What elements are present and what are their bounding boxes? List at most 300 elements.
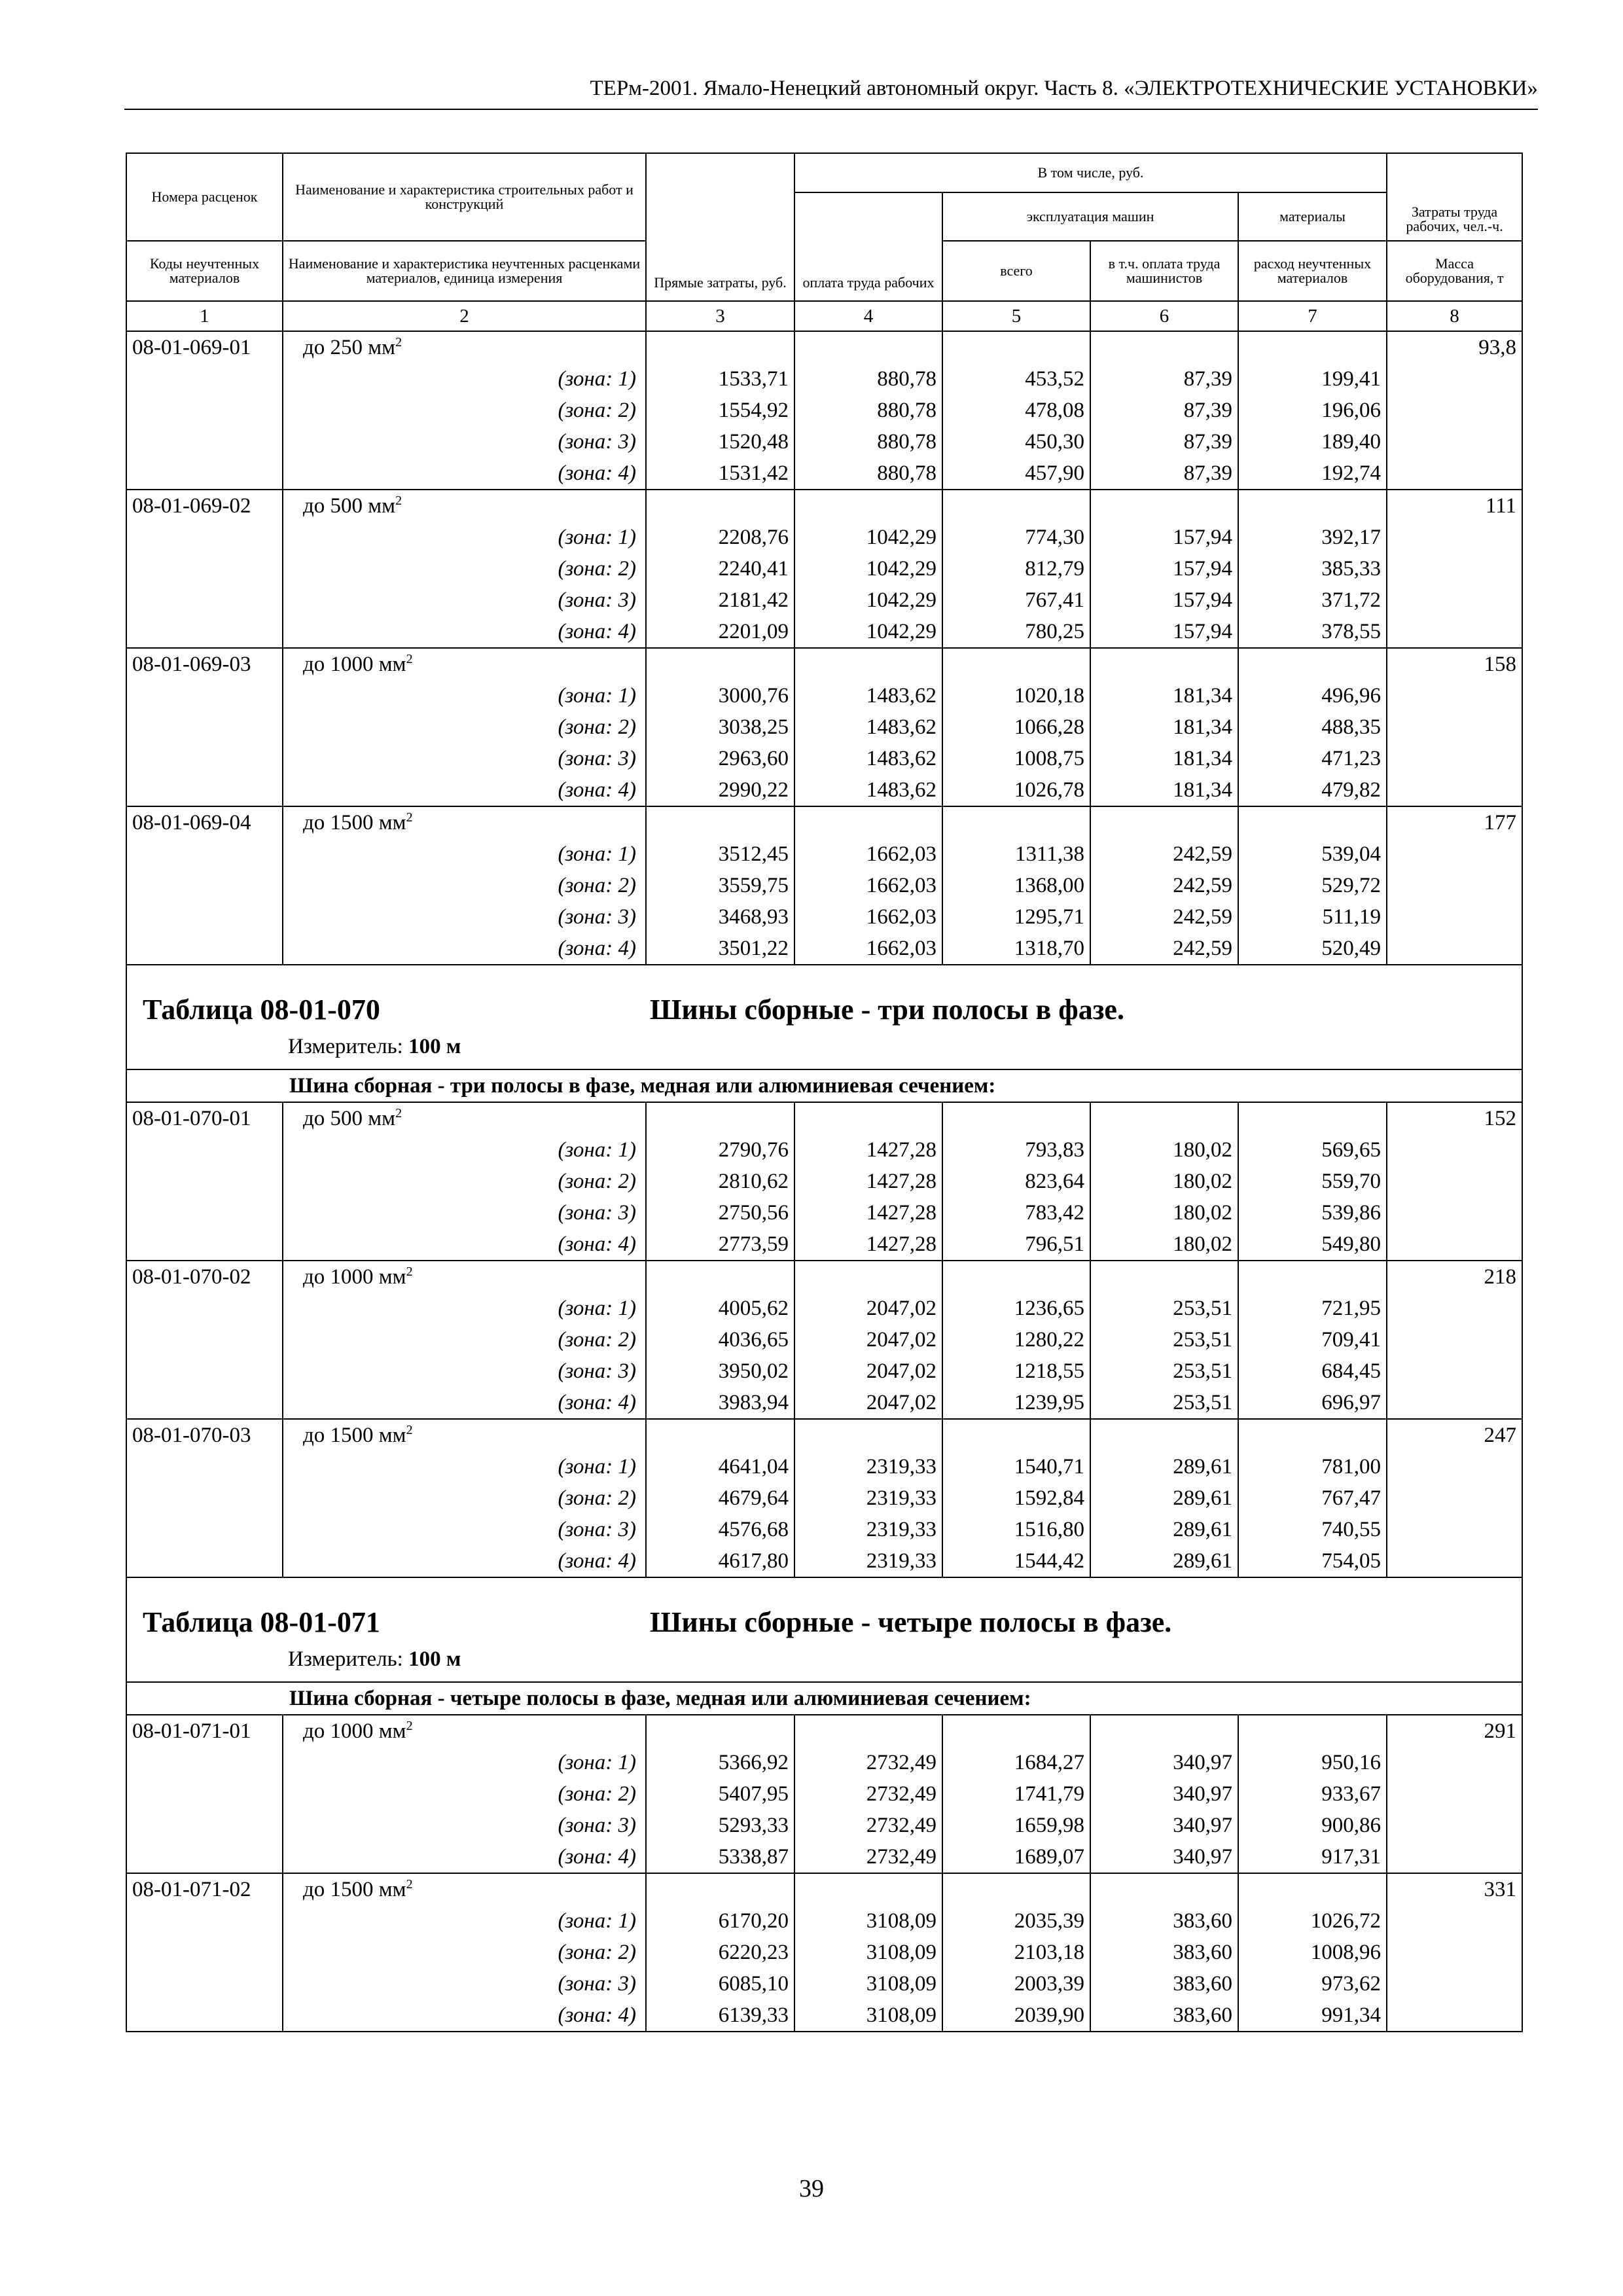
column-number: 8: [1387, 301, 1522, 331]
direct-cost: 5366,92: [646, 1747, 794, 1778]
machinist-wages: 253,51: [1090, 1324, 1238, 1355]
worker-wages: 1483,62: [794, 743, 942, 774]
empty-cell: [942, 1419, 1090, 1451]
header-col1-bottom: Коды неучтенных материалов: [126, 241, 283, 301]
page-number: 39: [799, 2175, 824, 2202]
empty-cell: [1090, 490, 1238, 522]
section-subheading: Шина сборная - три полосы в фазе, медная или алюминиевая сечением:: [126, 1069, 1522, 1102]
rate-name: [283, 1715, 646, 1747]
empty-cell: [126, 1810, 283, 1841]
materials-cost: 933,67: [1238, 1778, 1387, 1810]
column-number: 7: [1238, 301, 1387, 331]
rate-code: 08-01-070-03: [126, 1419, 283, 1451]
worker-wages: 3108,09: [794, 1905, 942, 1937]
empty-cell: [1387, 1355, 1522, 1387]
zone-row: [126, 2000, 1522, 2032]
materials-cost: 900,86: [1238, 1810, 1387, 1841]
empty-cell: [1387, 1514, 1522, 1545]
zone-label: (зона: 1): [283, 680, 646, 711]
worker-wages: 2319,33: [794, 1514, 942, 1545]
worker-wages: 1662,03: [794, 838, 942, 870]
machinist-wages: 383,60: [1090, 1968, 1238, 2000]
machines-total: 1026,78: [942, 774, 1090, 806]
materials-cost: 199,41: [1238, 363, 1387, 395]
labor-cost: 158: [1387, 648, 1522, 680]
zone-label: (зона: 3): [283, 1355, 646, 1387]
direct-cost: 2750,56: [646, 1197, 794, 1229]
worker-wages: 3108,09: [794, 1968, 942, 2000]
empty-cell: [942, 1873, 1090, 1905]
materials-cost: 991,34: [1238, 2000, 1387, 2032]
zone-label: (зона: 3): [283, 1810, 646, 1841]
unit-exponent: 2: [406, 1265, 413, 1279]
empty-cell: [1238, 1419, 1387, 1451]
rate-code: 08-01-071-02: [126, 1873, 283, 1905]
zone-label: (зона: 4): [283, 774, 646, 806]
empty-cell: [126, 1937, 283, 1968]
rate-name-text: до 1500 мм: [303, 1424, 406, 1447]
materials-cost: 496,96: [1238, 680, 1387, 711]
empty-cell: [126, 1968, 283, 2000]
rate-name: [283, 490, 646, 522]
machines-total: 1684,27: [942, 1747, 1090, 1778]
empty-cell: [126, 901, 283, 933]
machines-total: 2035,39: [942, 1905, 1090, 1937]
rate-row: [126, 1715, 1522, 1747]
machinist-wages: 253,51: [1090, 1355, 1238, 1387]
header-col8-top: Затраты труда рабочих, чел.-ч.: [1387, 153, 1522, 241]
zone-label: (зона: 1): [283, 1747, 646, 1778]
header-materials: материалы: [1238, 192, 1387, 241]
zone-label: (зона: 2): [283, 1166, 646, 1197]
empty-cell: [126, 1134, 283, 1166]
worker-wages: 1042,29: [794, 553, 942, 584]
worker-wages: 880,78: [794, 457, 942, 490]
empty-cell: [1387, 901, 1522, 933]
machines-total: 780,25: [942, 616, 1090, 648]
empty-cell: [646, 1715, 794, 1747]
zone-row: [126, 1937, 1522, 1968]
materials-cost: 950,16: [1238, 1747, 1387, 1778]
worker-wages: 1662,03: [794, 933, 942, 965]
empty-cell: [1090, 1715, 1238, 1747]
machinist-wages: 181,34: [1090, 774, 1238, 806]
empty-cell: [942, 331, 1090, 363]
machines-total: 1689,07: [942, 1841, 1090, 1873]
empty-cell: [646, 1873, 794, 1905]
worker-wages: 2319,33: [794, 1482, 942, 1514]
direct-cost: 4641,04: [646, 1451, 794, 1482]
header-col8-bottom: Масса оборудования, т: [1387, 241, 1522, 301]
empty-cell: [1387, 426, 1522, 457]
materials-cost: 559,70: [1238, 1166, 1387, 1197]
zone-row: [126, 616, 1522, 648]
header-col7: расход неучтенных материалов: [1238, 241, 1387, 301]
labor-cost: 93,8: [1387, 331, 1522, 363]
rate-name-text: до 500 мм: [303, 1107, 396, 1130]
rate-code: 08-01-070-01: [126, 1102, 283, 1134]
machines-total: 1236,65: [942, 1293, 1090, 1324]
worker-wages: 1662,03: [794, 901, 942, 933]
worker-wages: 1427,28: [794, 1166, 942, 1197]
empty-cell: [1387, 1937, 1522, 1968]
zone-label: (зона: 4): [283, 616, 646, 648]
direct-cost: 2773,59: [646, 1229, 794, 1261]
empty-cell: [794, 490, 942, 522]
machinist-wages: 180,02: [1090, 1229, 1238, 1261]
empty-cell: [1090, 806, 1238, 838]
empty-cell: [1387, 870, 1522, 901]
materials-cost: 973,62: [1238, 1968, 1387, 2000]
zone-row: [126, 1387, 1522, 1419]
machinist-wages: 181,34: [1090, 743, 1238, 774]
zone-row: [126, 1514, 1522, 1545]
worker-wages: 1483,62: [794, 711, 942, 743]
empty-cell: [1387, 584, 1522, 616]
direct-cost: 1533,71: [646, 363, 794, 395]
direct-cost: 2790,76: [646, 1134, 794, 1166]
empty-cell: [1387, 457, 1522, 490]
rate-name-text: до 500 мм: [303, 494, 396, 518]
empty-cell: [1387, 1747, 1522, 1778]
rate-name-text: до 1000 мм: [303, 653, 406, 676]
worker-wages: 3108,09: [794, 2000, 942, 2032]
zone-row: [126, 522, 1522, 553]
machinist-wages: 157,94: [1090, 616, 1238, 648]
zone-row: [126, 553, 1522, 584]
empty-cell: [1387, 1905, 1522, 1937]
worker-wages: 2047,02: [794, 1293, 942, 1324]
zone-row: [126, 1355, 1522, 1387]
machinist-wages: 157,94: [1090, 522, 1238, 553]
machines-total: 2039,90: [942, 2000, 1090, 2032]
unit-exponent: 2: [395, 1106, 402, 1121]
zone-row: [126, 395, 1522, 426]
empty-cell: [1387, 933, 1522, 965]
zone-label: (зона: 4): [283, 1229, 646, 1261]
unit-exponent: 2: [406, 810, 413, 825]
unit-exponent: 2: [406, 1719, 413, 1733]
empty-cell: [126, 363, 283, 395]
empty-cell: [942, 648, 1090, 680]
materials-cost: 684,45: [1238, 1355, 1387, 1387]
machinist-wages: 253,51: [1090, 1387, 1238, 1419]
direct-cost: 4005,62: [646, 1293, 794, 1324]
zone-row: [126, 901, 1522, 933]
worker-wages: 2319,33: [794, 1451, 942, 1482]
rate-row: [126, 1873, 1522, 1905]
zone-label: (зона: 3): [283, 743, 646, 774]
rate-code: 08-01-069-04: [126, 806, 283, 838]
empty-cell: [1387, 743, 1522, 774]
empty-cell: [126, 1293, 283, 1324]
worker-wages: 3108,09: [794, 1937, 942, 1968]
direct-cost: 1554,92: [646, 395, 794, 426]
worker-wages: 1042,29: [794, 522, 942, 553]
rate-row: [126, 648, 1522, 680]
empty-cell: [1238, 1715, 1387, 1747]
empty-cell: [794, 331, 942, 363]
header-col4: оплата труда рабочих: [794, 192, 942, 301]
empty-cell: [126, 457, 283, 490]
zone-label: (зона: 1): [283, 1451, 646, 1482]
empty-cell: [126, 1841, 283, 1873]
empty-cell: [1387, 363, 1522, 395]
column-number: 6: [1090, 301, 1238, 331]
machines-total: 1741,79: [942, 1778, 1090, 1810]
empty-cell: [794, 1873, 942, 1905]
machines-total: 1066,28: [942, 711, 1090, 743]
empty-cell: [1387, 1841, 1522, 1873]
page-header: ТЕРм-2001. Ямало-Ненецкий автономный округ. Часть 8. «ЭЛЕКТРОТЕХНИЧЕСКИЕ УСТАНОВКИ»: [124, 72, 1538, 110]
machines-total: 1020,18: [942, 680, 1090, 711]
zone-row: [126, 1482, 1522, 1514]
machinist-wages: 253,51: [1090, 1293, 1238, 1324]
zone-label: (зона: 3): [283, 1968, 646, 2000]
rate-name: [283, 1873, 646, 1905]
unit-exponent: 2: [406, 1877, 413, 1892]
machines-total: 1280,22: [942, 1324, 1090, 1355]
empty-cell: [1387, 680, 1522, 711]
zone-label: (зона: 1): [283, 522, 646, 553]
worker-wages: 1427,28: [794, 1197, 942, 1229]
machinist-wages: 180,02: [1090, 1197, 1238, 1229]
zone-label: (зона: 4): [283, 1545, 646, 1577]
empty-cell: [1238, 1102, 1387, 1134]
worker-wages: 2732,49: [794, 1810, 942, 1841]
machinist-wages: 181,34: [1090, 680, 1238, 711]
materials-cost: 917,31: [1238, 1841, 1387, 1873]
direct-cost: 2240,41: [646, 553, 794, 584]
empty-cell: [1387, 2000, 1522, 2032]
machines-total: 1516,80: [942, 1514, 1090, 1545]
empty-cell: [794, 648, 942, 680]
direct-cost: 2201,09: [646, 616, 794, 648]
empty-cell: [1238, 331, 1387, 363]
section-description: Шины сборные - четыре полосы в фазе.: [650, 1606, 1172, 1638]
rate-name-text: до 1500 мм: [303, 1878, 406, 1901]
rates-table: [126, 152, 1523, 2032]
empty-cell: [126, 933, 283, 965]
materials-cost: 781,00: [1238, 1451, 1387, 1482]
zone-row: [126, 933, 1522, 965]
meter-value: 100 м: [408, 1647, 461, 1671]
zone-label: (зона: 1): [283, 838, 646, 870]
empty-cell: [126, 743, 283, 774]
machines-total: 1368,00: [942, 870, 1090, 901]
direct-cost: 4576,68: [646, 1514, 794, 1545]
machinist-wages: 340,97: [1090, 1747, 1238, 1778]
worker-wages: 1662,03: [794, 870, 942, 901]
rate-name: [283, 1419, 646, 1451]
empty-cell: [126, 1482, 283, 1514]
machinist-wages: 340,97: [1090, 1810, 1238, 1841]
section-subheading: Шина сборная - четыре полосы в фазе, медная или алюминиевая сечением:: [126, 1682, 1522, 1715]
worker-wages: 1483,62: [794, 774, 942, 806]
column-number: 4: [794, 301, 942, 331]
unit-exponent: 2: [406, 652, 413, 666]
worker-wages: 880,78: [794, 363, 942, 395]
empty-cell: [126, 1197, 283, 1229]
header-col6: в т.ч. оплата труда машинистов: [1090, 241, 1238, 301]
zone-row: [126, 838, 1522, 870]
rate-name-text: до 1500 мм: [303, 811, 406, 834]
column-number: 2: [283, 301, 646, 331]
rate-row: [126, 331, 1522, 363]
materials-cost: 488,35: [1238, 711, 1387, 743]
zone-label: (зона: 3): [283, 901, 646, 933]
rate-code: 08-01-071-01: [126, 1715, 283, 1747]
zone-label: (зона: 4): [283, 1387, 646, 1419]
empty-cell: [942, 1715, 1090, 1747]
zone-label: (зона: 2): [283, 553, 646, 584]
rate-name: [283, 331, 646, 363]
direct-cost: 6085,10: [646, 1968, 794, 2000]
section-heading: [126, 965, 1522, 1069]
machinist-wages: 289,61: [1090, 1482, 1238, 1514]
header-col3: Прямые затраты, руб.: [646, 153, 794, 301]
direct-cost: 3501,22: [646, 933, 794, 965]
machinist-wages: 289,61: [1090, 1514, 1238, 1545]
machines-total: 823,64: [942, 1166, 1090, 1197]
empty-cell: [1387, 1134, 1522, 1166]
materials-cost: 520,49: [1238, 933, 1387, 965]
empty-cell: [126, 711, 283, 743]
machinist-wages: 340,97: [1090, 1841, 1238, 1873]
rate-name: [283, 806, 646, 838]
machines-total: 1592,84: [942, 1482, 1090, 1514]
machinist-wages: 181,34: [1090, 711, 1238, 743]
rate-name-text: до 1000 мм: [303, 1719, 406, 1743]
unit-exponent: 2: [395, 493, 402, 508]
labor-cost: 218: [1387, 1261, 1522, 1293]
empty-cell: [1387, 1387, 1522, 1419]
machines-total: 796,51: [942, 1229, 1090, 1261]
empty-cell: [126, 395, 283, 426]
section-title: Таблица 08-01-070: [143, 994, 380, 1026]
machines-total: 450,30: [942, 426, 1090, 457]
zone-row: [126, 457, 1522, 490]
zone-row: [126, 1810, 1522, 1841]
direct-cost: 5338,87: [646, 1841, 794, 1873]
machinist-wages: 383,60: [1090, 2000, 1238, 2032]
zone-label: (зона: 4): [283, 1841, 646, 1873]
machines-total: 478,08: [942, 395, 1090, 426]
machines-total: 1659,98: [942, 1810, 1090, 1841]
zone-row: [126, 1197, 1522, 1229]
machines-total: 1544,42: [942, 1545, 1090, 1577]
machinist-wages: 157,94: [1090, 584, 1238, 616]
worker-wages: 1042,29: [794, 616, 942, 648]
machinist-wages: 289,61: [1090, 1451, 1238, 1482]
machines-total: 767,41: [942, 584, 1090, 616]
direct-cost: 6170,20: [646, 1905, 794, 1937]
rate-row: [126, 806, 1522, 838]
materials-cost: 569,65: [1238, 1134, 1387, 1166]
materials-cost: 539,04: [1238, 838, 1387, 870]
empty-cell: [1387, 616, 1522, 648]
zone-row: [126, 1968, 1522, 2000]
empty-cell: [1387, 1968, 1522, 2000]
rate-row: [126, 1419, 1522, 1451]
empty-cell: [1090, 1419, 1238, 1451]
machines-total: 783,42: [942, 1197, 1090, 1229]
empty-cell: [126, 426, 283, 457]
machinist-wages: 242,59: [1090, 838, 1238, 870]
direct-cost: 5293,33: [646, 1810, 794, 1841]
column-number: 1: [126, 301, 283, 331]
empty-cell: [942, 1261, 1090, 1293]
empty-cell: [126, 1514, 283, 1545]
zone-label: (зона: 2): [283, 711, 646, 743]
worker-wages: 1427,28: [794, 1229, 942, 1261]
empty-cell: [794, 1715, 942, 1747]
worker-wages: 1042,29: [794, 584, 942, 616]
header-machines: эксплуатация машин: [942, 192, 1238, 241]
empty-cell: [1090, 331, 1238, 363]
labor-cost: 291: [1387, 1715, 1522, 1747]
machines-total: 1239,95: [942, 1387, 1090, 1419]
empty-cell: [126, 1355, 283, 1387]
zone-row: [126, 743, 1522, 774]
machinist-wages: 180,02: [1090, 1166, 1238, 1197]
zone-label: (зона: 2): [283, 395, 646, 426]
header-group: В том числе, руб.: [794, 153, 1387, 192]
empty-cell: [126, 680, 283, 711]
zone-row: [126, 774, 1522, 806]
column-number: 5: [942, 301, 1090, 331]
empty-cell: [126, 616, 283, 648]
worker-wages: 2047,02: [794, 1324, 942, 1355]
zone-row: [126, 1166, 1522, 1197]
empty-cell: [646, 331, 794, 363]
rate-name: [283, 648, 646, 680]
meter-label: Измеритель:: [288, 1647, 403, 1671]
direct-cost: 2208,76: [646, 522, 794, 553]
section-meter: [288, 1032, 461, 1061]
zone-row: [126, 711, 1522, 743]
rate-name: [283, 1102, 646, 1134]
direct-cost: 6220,23: [646, 1937, 794, 1968]
direct-cost: 1520,48: [646, 426, 794, 457]
zone-row: [126, 1293, 1522, 1324]
materials-cost: 189,40: [1238, 426, 1387, 457]
machines-total: 453,52: [942, 363, 1090, 395]
worker-wages: 2732,49: [794, 1778, 942, 1810]
labor-cost: 111: [1387, 490, 1522, 522]
machinist-wages: 180,02: [1090, 1134, 1238, 1166]
zone-label: (зона: 1): [283, 1134, 646, 1166]
worker-wages: 1427,28: [794, 1134, 942, 1166]
empty-cell: [1387, 1482, 1522, 1514]
machines-total: 1318,70: [942, 933, 1090, 965]
empty-cell: [794, 1419, 942, 1451]
header-col1-top: Номера расценок: [126, 153, 283, 241]
worker-wages: 2047,02: [794, 1387, 942, 1419]
empty-cell: [126, 584, 283, 616]
zone-label: (зона: 4): [283, 2000, 646, 2032]
empty-cell: [126, 838, 283, 870]
direct-cost: 3950,02: [646, 1355, 794, 1387]
empty-cell: [1387, 1451, 1522, 1482]
empty-cell: [1387, 774, 1522, 806]
machinist-wages: 242,59: [1090, 870, 1238, 901]
empty-cell: [126, 553, 283, 584]
machines-total: 2003,39: [942, 1968, 1090, 2000]
worker-wages: 880,78: [794, 395, 942, 426]
empty-cell: [126, 1545, 283, 1577]
zone-row: [126, 1841, 1522, 1873]
